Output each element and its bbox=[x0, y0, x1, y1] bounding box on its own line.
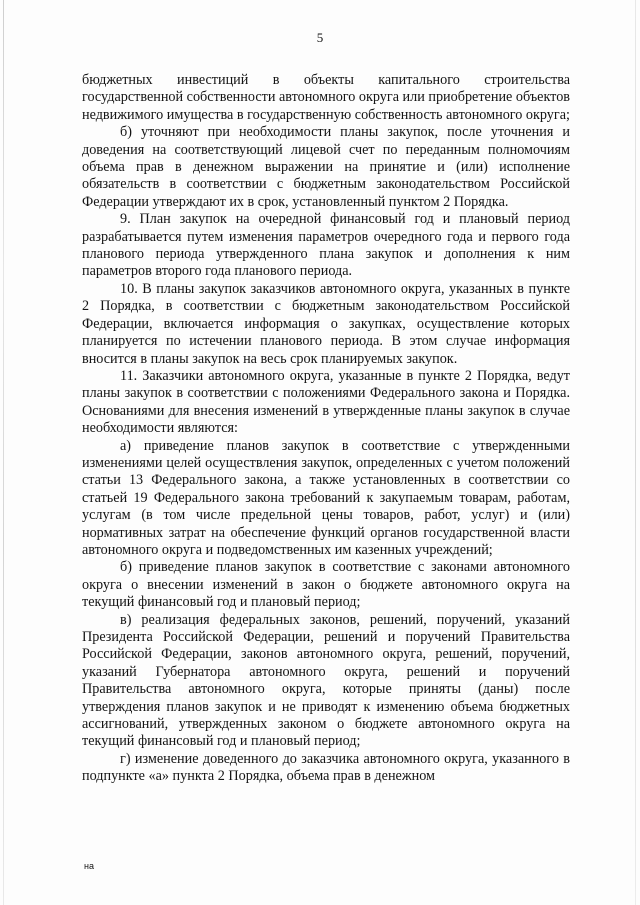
page-right-edge bbox=[635, 0, 636, 905]
document-body bbox=[82, 72, 570, 786]
paragraph-11a: а) приведение планов закупок в соответствие с утвержденными изменениями целей осуществления закупок, определенных с учетом положений статьи 13 Федерального закона, а также установленных в соответствии со статьей 19 Федерального закона требований к закупаемым товарам, работам, услугам (в том числе предельной цены товаров, работ, услуг) и (или) нормативных затрат на обеспечение функций органов государственной власти автономного округа и подведомственных им казенных учреждений; bbox=[82, 437, 570, 558]
page-left-edge bbox=[3, 0, 4, 905]
paragraph-11: 11. Заказчики автономного округа, указанные в пункте 2 Порядка, ведут планы закупок в соответствии с положениями Федерального закона и Порядка. Основаниями для внесения изменений в утвержденные планы закупок в случае необходимости являются: bbox=[82, 367, 570, 437]
footer-mark: на bbox=[84, 861, 94, 871]
paragraph-11v: в) реализация федеральных законов, решений, поручений, указаний Президента Российской Федерации, решений и поручений Правительства Российской Федерации, законов автономного округа, решений, поручений, указаний Губернатора автономного округа, решений и поручений Правительства автономного округа, которые приняты (даны) после утверждения планов закупок и не приводят к изменению объема бюджетных ассигнований, утвержденных законом о бюджете автономного округа на текущий финансовый год и плановый период; bbox=[82, 611, 570, 750]
paragraph-continuation: бюджетных инвестиций в объекты капитального строительства государственной собственности автономного округа или приобретение объектов недвижимого имущества в государственную собственность автономного округа; bbox=[82, 72, 570, 123]
page-number: 5 bbox=[316, 30, 324, 45]
paragraph-11b: б) приведение планов закупок в соответствие с законами автономного округа о внесении изменений в закон о бюджете автономного округа на текущий финансовый год и плановый период; bbox=[82, 559, 570, 611]
paragraph-11g: г) изменение доведенного до заказчика автономного округа, указанного в подпункте «а» пункта 2 Порядка, объема прав в денежном bbox=[82, 750, 570, 785]
paragraph-10: 10. В планы закупок заказчиков автономного округа, указанных в пункте 2 Порядка, в соответствии с бюджетным законодательством Российской Федерации, включается информация о закупках, осуществление которых планируется по истечении планового периода. В этом случае информация вносится в планы закупок на весь срок планируемых закупок. bbox=[82, 280, 570, 367]
paragraph-8b: б) уточняют при необходимости планы закупок, после уточнения и доведения на соответствующий лицевой счет по переданным полномочиям объема прав в денежном выражении на принятие и (или) исполнение обязательств в соответствии с бюджетным законодательством Российской Федерации утверждают их в срок, установленный пунктом 2 Порядка. bbox=[82, 124, 570, 210]
paragraph-9: 9. План закупок на очередной финансовый год и плановый период разрабатывается путем изменения параметров очередного года и первого года планового периода утвержденного плана закупок и дополнения к ним параметров второго года планового периода. bbox=[82, 211, 570, 280]
